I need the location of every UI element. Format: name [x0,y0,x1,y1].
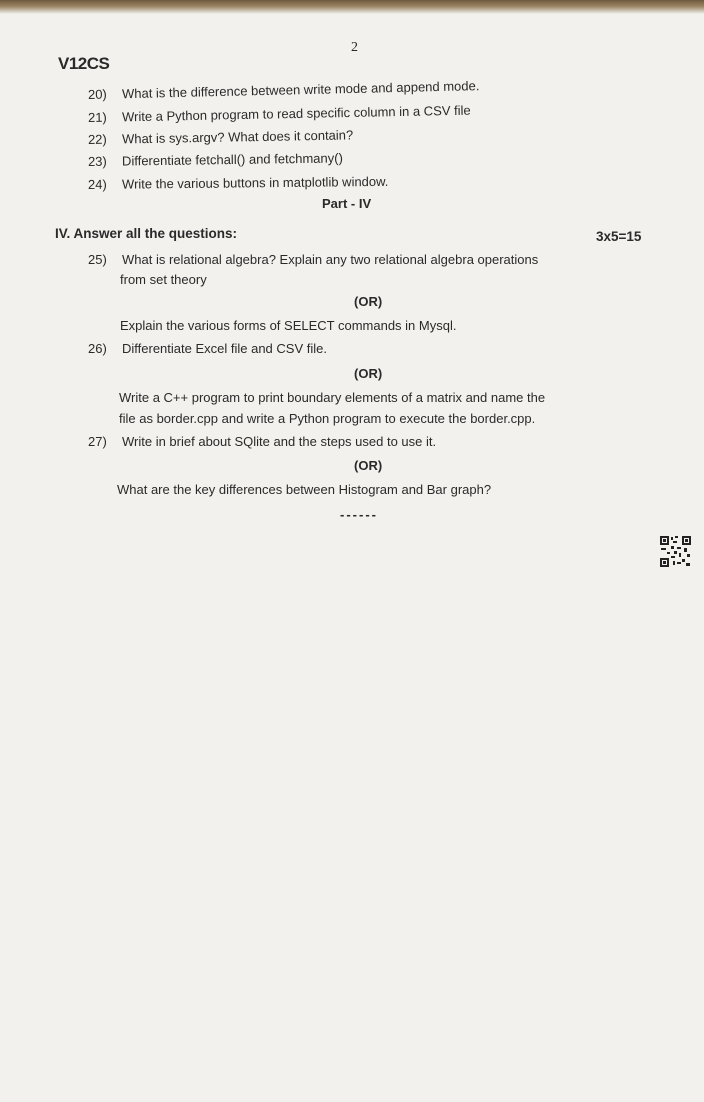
question-25-alternative: Explain the various forms of SELECT commands in Mysql. [120,318,457,333]
question-20 [88,78,480,102]
question-number: 24) [87,176,107,192]
question-number: 26) [88,341,107,356]
question-number: 25) [88,252,107,267]
page-number: 2 [351,40,358,55]
question-25-continued: from set theory [120,272,207,287]
question-text: Write the various buttons in matplotlib window. [121,173,389,192]
question-number: 21) [87,109,107,125]
or-label: (OR) [354,294,383,309]
part-iv-heading: Part - IV [322,196,372,211]
question-text: What is relational algebra? Explain any two relational algebra operations [122,252,539,267]
qr-code-icon [659,535,692,568]
question-21 [88,103,471,125]
question-26-alternative-line1: Write a C++ program to print boundary elements of a matrix and name the [119,390,546,405]
question-number: 27) [88,434,107,449]
end-marker: ------ [340,507,378,522]
question-text: What is the difference between write mode and append mode. [121,78,480,102]
question-text: What is sys.argv? What does it contain? [121,127,354,147]
question-27-alternative: What are the key differences between Histogram and Bar graph? [117,482,492,497]
question-text: Write in brief about SQlite and the steps used to use it. [122,434,437,449]
marks-allocation: 3x5=15 [596,229,642,244]
page-top-edge [0,0,704,14]
question-text: Differentiate Excel file and CSV file. [122,341,327,356]
paper-code: V12CS [58,54,110,73]
question-number: 20) [87,86,107,102]
question-23 [88,150,343,169]
question-text: Write a Python program to read specific column in a CSV file [121,102,471,125]
question-26-alternative-line2: file as border.cpp and write a Python program to execute the border.cpp. [119,411,536,426]
section-instruction: IV. Answer all the questions: [55,226,238,241]
question-26 [88,341,327,356]
question-22 [88,127,353,147]
question-25 [88,252,538,267]
question-number: 22) [87,131,107,147]
question-27 [88,434,436,449]
question-24 [88,174,389,192]
question-number: 23) [87,153,107,169]
or-label: (OR) [354,458,383,473]
or-label: (OR) [354,366,383,381]
question-text: Differentiate fetchall() and fetchmany() [121,150,343,169]
